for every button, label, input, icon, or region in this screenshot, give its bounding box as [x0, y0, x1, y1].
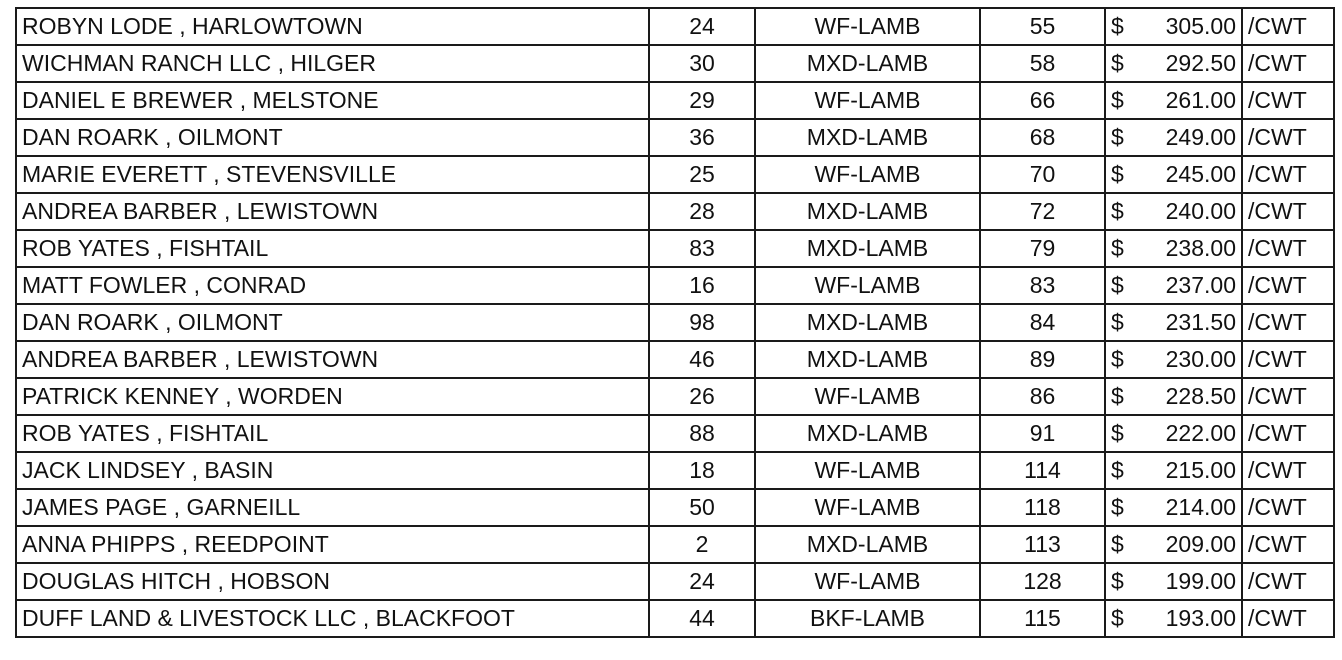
head-count-cell: 28 — [649, 193, 755, 230]
seller-cell: PATRICK KENNEY , WORDEN — [16, 378, 649, 415]
head-count-cell: 44 — [649, 600, 755, 637]
seller-cell: MARIE EVERETT , STEVENSVILLE — [16, 156, 649, 193]
weight-cell: 118 — [980, 489, 1105, 526]
head-count-cell: 24 — [649, 563, 755, 600]
weight-cell: 84 — [980, 304, 1105, 341]
price-unit-cell: /CWT — [1242, 415, 1334, 452]
table-row — [16, 341, 1334, 378]
price-unit-cell: /CWT — [1242, 489, 1334, 526]
price-unit-cell: /CWT — [1242, 45, 1334, 82]
price-unit-cell: /CWT — [1242, 8, 1334, 45]
weight-cell: 72 — [980, 193, 1105, 230]
price-unit-cell: /CWT — [1242, 452, 1334, 489]
price-cell — [1105, 563, 1242, 600]
weight-cell: 91 — [980, 415, 1105, 452]
price-unit-cell: /CWT — [1242, 526, 1334, 563]
table-row — [16, 230, 1334, 267]
currency-symbol: $ — [1111, 309, 1124, 335]
table-row — [16, 600, 1334, 637]
price-cell — [1105, 193, 1242, 230]
price-amount: 209.00 — [1165, 531, 1236, 557]
seller-cell: JACK LINDSEY , BASIN — [16, 452, 649, 489]
seller-cell: ROB YATES , FISHTAIL — [16, 230, 649, 267]
head-count-cell: 25 — [649, 156, 755, 193]
currency-symbol: $ — [1111, 494, 1124, 520]
currency-symbol: $ — [1111, 346, 1124, 372]
price-amount: 215.00 — [1165, 457, 1236, 483]
table-row — [16, 193, 1334, 230]
price-amount: 230.00 — [1165, 346, 1236, 372]
table-row — [16, 452, 1334, 489]
price-cell — [1105, 415, 1242, 452]
sales-report — [15, 7, 1335, 638]
price-unit-cell: /CWT — [1242, 563, 1334, 600]
table-row — [16, 45, 1334, 82]
seller-cell: ANNA PHIPPS , REEDPOINT — [16, 526, 649, 563]
table-row — [16, 156, 1334, 193]
currency-symbol: $ — [1111, 198, 1124, 224]
seller-cell: DAN ROARK , OILMONT — [16, 304, 649, 341]
price-amount: 193.00 — [1165, 605, 1236, 631]
weight-cell: 79 — [980, 230, 1105, 267]
livestock-type-cell: WF-LAMB — [755, 378, 980, 415]
price-amount: 199.00 — [1165, 568, 1236, 594]
livestock-type-cell: WF-LAMB — [755, 267, 980, 304]
livestock-type-cell: MXD-LAMB — [755, 193, 980, 230]
seller-cell: ROB YATES , FISHTAIL — [16, 415, 649, 452]
price-cell — [1105, 156, 1242, 193]
livestock-type-cell: MXD-LAMB — [755, 304, 980, 341]
currency-symbol: $ — [1111, 50, 1124, 76]
price-amount: 240.00 — [1165, 198, 1236, 224]
head-count-cell: 46 — [649, 341, 755, 378]
weight-cell: 115 — [980, 600, 1105, 637]
price-cell — [1105, 526, 1242, 563]
weight-cell: 89 — [980, 341, 1105, 378]
head-count-cell: 18 — [649, 452, 755, 489]
livestock-type-cell: WF-LAMB — [755, 452, 980, 489]
seller-cell: ANDREA BARBER , LEWISTOWN — [16, 341, 649, 378]
weight-cell: 114 — [980, 452, 1105, 489]
table-row — [16, 8, 1334, 45]
price-cell — [1105, 452, 1242, 489]
price-cell — [1105, 119, 1242, 156]
livestock-type-cell: WF-LAMB — [755, 489, 980, 526]
currency-symbol: $ — [1111, 161, 1124, 187]
price-unit-cell: /CWT — [1242, 267, 1334, 304]
price-cell — [1105, 341, 1242, 378]
seller-cell: MATT FOWLER , CONRAD — [16, 267, 649, 304]
seller-cell: WICHMAN RANCH LLC , HILGER — [16, 45, 649, 82]
head-count-cell: 16 — [649, 267, 755, 304]
head-count-cell: 83 — [649, 230, 755, 267]
seller-cell: ROBYN LODE , HARLOWTOWN — [16, 8, 649, 45]
seller-cell: DANIEL E BREWER , MELSTONE — [16, 82, 649, 119]
currency-symbol: $ — [1111, 13, 1124, 39]
price-cell — [1105, 82, 1242, 119]
sales-table-body — [16, 8, 1334, 637]
livestock-type-cell: MXD-LAMB — [755, 341, 980, 378]
sales-table — [15, 7, 1335, 638]
price-cell — [1105, 378, 1242, 415]
price-amount: 228.50 — [1165, 383, 1236, 409]
price-amount: 231.50 — [1165, 309, 1236, 335]
seller-cell: DAN ROARK , OILMONT — [16, 119, 649, 156]
seller-cell: ANDREA BARBER , LEWISTOWN — [16, 193, 649, 230]
head-count-cell: 2 — [649, 526, 755, 563]
head-count-cell: 29 — [649, 82, 755, 119]
price-amount: 238.00 — [1165, 235, 1236, 261]
weight-cell: 128 — [980, 563, 1105, 600]
livestock-type-cell: MXD-LAMB — [755, 119, 980, 156]
table-row — [16, 489, 1334, 526]
currency-symbol: $ — [1111, 87, 1124, 113]
livestock-type-cell: WF-LAMB — [755, 563, 980, 600]
weight-cell: 66 — [980, 82, 1105, 119]
seller-cell: DUFF LAND & LIVESTOCK LLC , BLACKFOOT — [16, 600, 649, 637]
seller-cell: JAMES PAGE , GARNEILL — [16, 489, 649, 526]
head-count-cell: 26 — [649, 378, 755, 415]
price-cell — [1105, 600, 1242, 637]
livestock-type-cell: MXD-LAMB — [755, 526, 980, 563]
weight-cell: 58 — [980, 45, 1105, 82]
livestock-type-cell: WF-LAMB — [755, 156, 980, 193]
currency-symbol: $ — [1111, 124, 1124, 150]
price-amount: 237.00 — [1165, 272, 1236, 298]
price-cell — [1105, 267, 1242, 304]
price-amount: 214.00 — [1165, 494, 1236, 520]
currency-symbol: $ — [1111, 568, 1124, 594]
price-unit-cell: /CWT — [1242, 193, 1334, 230]
weight-cell: 68 — [980, 119, 1105, 156]
currency-symbol: $ — [1111, 605, 1124, 631]
table-row — [16, 415, 1334, 452]
currency-symbol: $ — [1111, 383, 1124, 409]
table-row — [16, 304, 1334, 341]
livestock-type-cell: MXD-LAMB — [755, 230, 980, 267]
currency-symbol: $ — [1111, 420, 1124, 446]
price-cell — [1105, 8, 1242, 45]
price-cell — [1105, 489, 1242, 526]
currency-symbol: $ — [1111, 457, 1124, 483]
table-row — [16, 526, 1334, 563]
table-row — [16, 82, 1334, 119]
price-unit-cell: /CWT — [1242, 600, 1334, 637]
head-count-cell: 24 — [649, 8, 755, 45]
price-amount: 245.00 — [1165, 161, 1236, 187]
head-count-cell: 88 — [649, 415, 755, 452]
price-unit-cell: /CWT — [1242, 119, 1334, 156]
head-count-cell: 98 — [649, 304, 755, 341]
weight-cell: 86 — [980, 378, 1105, 415]
price-amount: 305.00 — [1165, 13, 1236, 39]
currency-symbol: $ — [1111, 272, 1124, 298]
head-count-cell: 50 — [649, 489, 755, 526]
price-cell — [1105, 45, 1242, 82]
price-amount: 292.50 — [1165, 50, 1236, 76]
livestock-type-cell: WF-LAMB — [755, 82, 980, 119]
price-amount: 222.00 — [1165, 420, 1236, 446]
price-amount: 249.00 — [1165, 124, 1236, 150]
head-count-cell: 30 — [649, 45, 755, 82]
weight-cell: 55 — [980, 8, 1105, 45]
weight-cell: 113 — [980, 526, 1105, 563]
price-unit-cell: /CWT — [1242, 378, 1334, 415]
price-unit-cell: /CWT — [1242, 341, 1334, 378]
price-cell — [1105, 304, 1242, 341]
livestock-type-cell: WF-LAMB — [755, 8, 980, 45]
table-row — [16, 267, 1334, 304]
table-row — [16, 119, 1334, 156]
livestock-type-cell: BKF-LAMB — [755, 600, 980, 637]
table-row — [16, 378, 1334, 415]
price-unit-cell: /CWT — [1242, 230, 1334, 267]
weight-cell: 83 — [980, 267, 1105, 304]
table-row — [16, 563, 1334, 600]
livestock-type-cell: MXD-LAMB — [755, 415, 980, 452]
price-unit-cell: /CWT — [1242, 304, 1334, 341]
currency-symbol: $ — [1111, 235, 1124, 261]
currency-symbol: $ — [1111, 531, 1124, 557]
price-unit-cell: /CWT — [1242, 156, 1334, 193]
price-unit-cell: /CWT — [1242, 82, 1334, 119]
price-cell — [1105, 230, 1242, 267]
livestock-type-cell: MXD-LAMB — [755, 45, 980, 82]
seller-cell: DOUGLAS HITCH , HOBSON — [16, 563, 649, 600]
head-count-cell: 36 — [649, 119, 755, 156]
weight-cell: 70 — [980, 156, 1105, 193]
price-amount: 261.00 — [1165, 87, 1236, 113]
